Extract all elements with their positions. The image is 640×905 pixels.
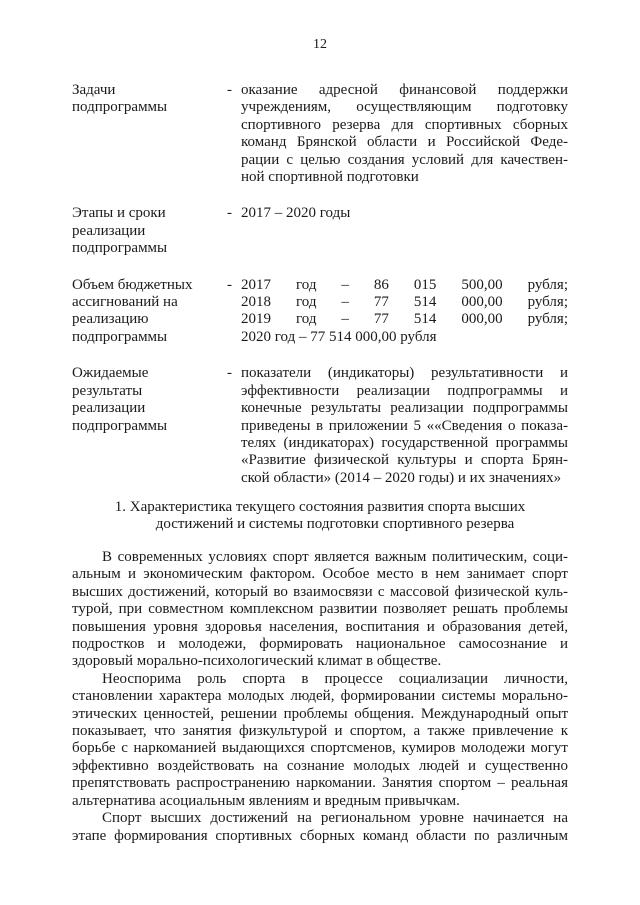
section-heading [72, 499, 568, 534]
value-line: «Развитие физической культуры и спорта Брян- [241, 452, 568, 469]
passport-row-dash: - [227, 365, 232, 382]
subprogram-passport-table [72, 82, 568, 506]
passport-row-value [241, 82, 568, 186]
paragraph-line: повышения уровня здоровья населения, воспитания и образования детей, [72, 618, 568, 635]
passport-row-dash: - [227, 276, 232, 293]
value-line: команд Брянской области и Российской Феде- [241, 134, 568, 151]
paragraph-line: подростков и молодежи, формировать национальное самосознание и [72, 636, 568, 653]
passport-row-value [241, 205, 568, 257]
passport-row-label [72, 365, 227, 487]
paragraph-line: этапе формирования спортивных сборных команд области по различным [72, 827, 568, 844]
label-line: реализацию [72, 311, 149, 328]
section-heading-line: 1. Характеристика текущего состояния развития спорта высших [114, 499, 526, 515]
section-heading-line: достижений и системы подготовки спортивного резерва [155, 516, 515, 533]
value-line: 2018 год – 77 514 000,00 рубля; [241, 294, 568, 311]
label-line: реализации [72, 222, 146, 239]
passport-row-label [72, 277, 227, 347]
value-line: 2017 год – 86 015 500,00 рубля; [241, 276, 568, 293]
paragraph-line: В современных условиях спорт является важным политическим, соци- [102, 549, 568, 565]
value-line: 2017 – 2020 годы [241, 205, 351, 222]
paragraph-line: здоровый морально-психологический климат в обществе. [72, 653, 442, 670]
body-paragraph [72, 549, 568, 671]
paragraph-line: высших достижений, который во взаимосвязи с массовой физической куль- [72, 583, 568, 600]
passport-row-value [241, 277, 568, 347]
label-line: подпрограммы [72, 240, 168, 257]
page-number: 12 [313, 37, 327, 52]
paragraph-line: показывает, что занятия физкультурой и спортом, а также привлечение к [72, 723, 568, 740]
label-line: Задачи [72, 82, 116, 98]
label-line: Ожидаемые [72, 365, 149, 382]
value-line: 2019 год – 77 514 000,00 рубля; [241, 311, 568, 328]
value-line: конечные результаты реализации подпрограммы [241, 400, 568, 417]
value-line: рации с целью создания условий для качествен- [241, 151, 568, 168]
paragraph-line: борьбе с наркоманией выдающихся спортсменов, кумиров молодежи могут [72, 740, 568, 757]
value-line: оказание адресной финансовой поддержки [241, 82, 568, 98]
value-line: приведены в приложении 5 ««Сведения о показа- [241, 417, 568, 434]
passport-row-dash: - [227, 205, 232, 222]
value-line: 2020 год – 77 514 000,00 рубля [241, 328, 437, 345]
body-paragraph [72, 671, 568, 810]
paragraph-line: эффективно воздействовать на сознание молодых людей и существенно [72, 757, 568, 774]
label-line: подпрограммы [72, 417, 168, 434]
value-line: спортивного резерва для спортивных сборных [241, 116, 568, 133]
body-text [72, 549, 568, 845]
passport-row-value [241, 365, 568, 487]
passport-row [72, 205, 568, 257]
value-line: учреждениям, осуществляющим подготовку [241, 99, 568, 116]
label-line: подпрограммы [72, 99, 168, 116]
paragraph-line: альтернатива асоциальным явлениям и вредным привычкам. [72, 792, 460, 809]
passport-row-label [72, 205, 227, 257]
paragraph-line: препятствовать распространению наркомании. Занятия спортом – реальная [72, 775, 568, 792]
label-line: ассигнований на [72, 294, 178, 311]
passport-row [72, 365, 568, 487]
value-line: показатели (индикаторы) результативности и [241, 365, 568, 382]
value-line: телях (индикаторах) государственной программы [241, 434, 568, 451]
value-line: ской области» (2014 – 2020 годы) и их значениях» [241, 469, 562, 486]
passport-row [72, 277, 568, 347]
label-line: подпрограммы [72, 328, 168, 345]
paragraph-line: становлении характера молодых людей, формировании системы морально- [72, 688, 568, 705]
paragraph-line: Неоспорима роль спорта в процессе социализации личности, [102, 670, 568, 687]
passport-row [72, 82, 568, 186]
paragraph-line: этических ценностей, решении проблемы общения. Международный опыт [72, 705, 568, 722]
paragraph-line: турой, при совместном комплексном развитии позволяет решать проблемы [72, 601, 568, 618]
label-line: результаты [72, 382, 143, 399]
label-line: Объем бюджетных [72, 276, 193, 293]
label-line: реализации [72, 400, 146, 417]
label-line: Этапы и сроки [72, 205, 166, 222]
value-line: ной спортивной подготовки [241, 169, 419, 186]
passport-row-label [72, 82, 227, 186]
paragraph-line: альным и экономическим фактором. Особое место в нем занимает спорт [72, 566, 568, 583]
body-paragraph [72, 810, 568, 845]
paragraph-line: Спорт высших достижений на региональном уровне начинается на [102, 810, 568, 827]
value-line: эффективности реализации подпрограммы и [241, 382, 568, 399]
passport-row-dash: - [227, 82, 232, 98]
